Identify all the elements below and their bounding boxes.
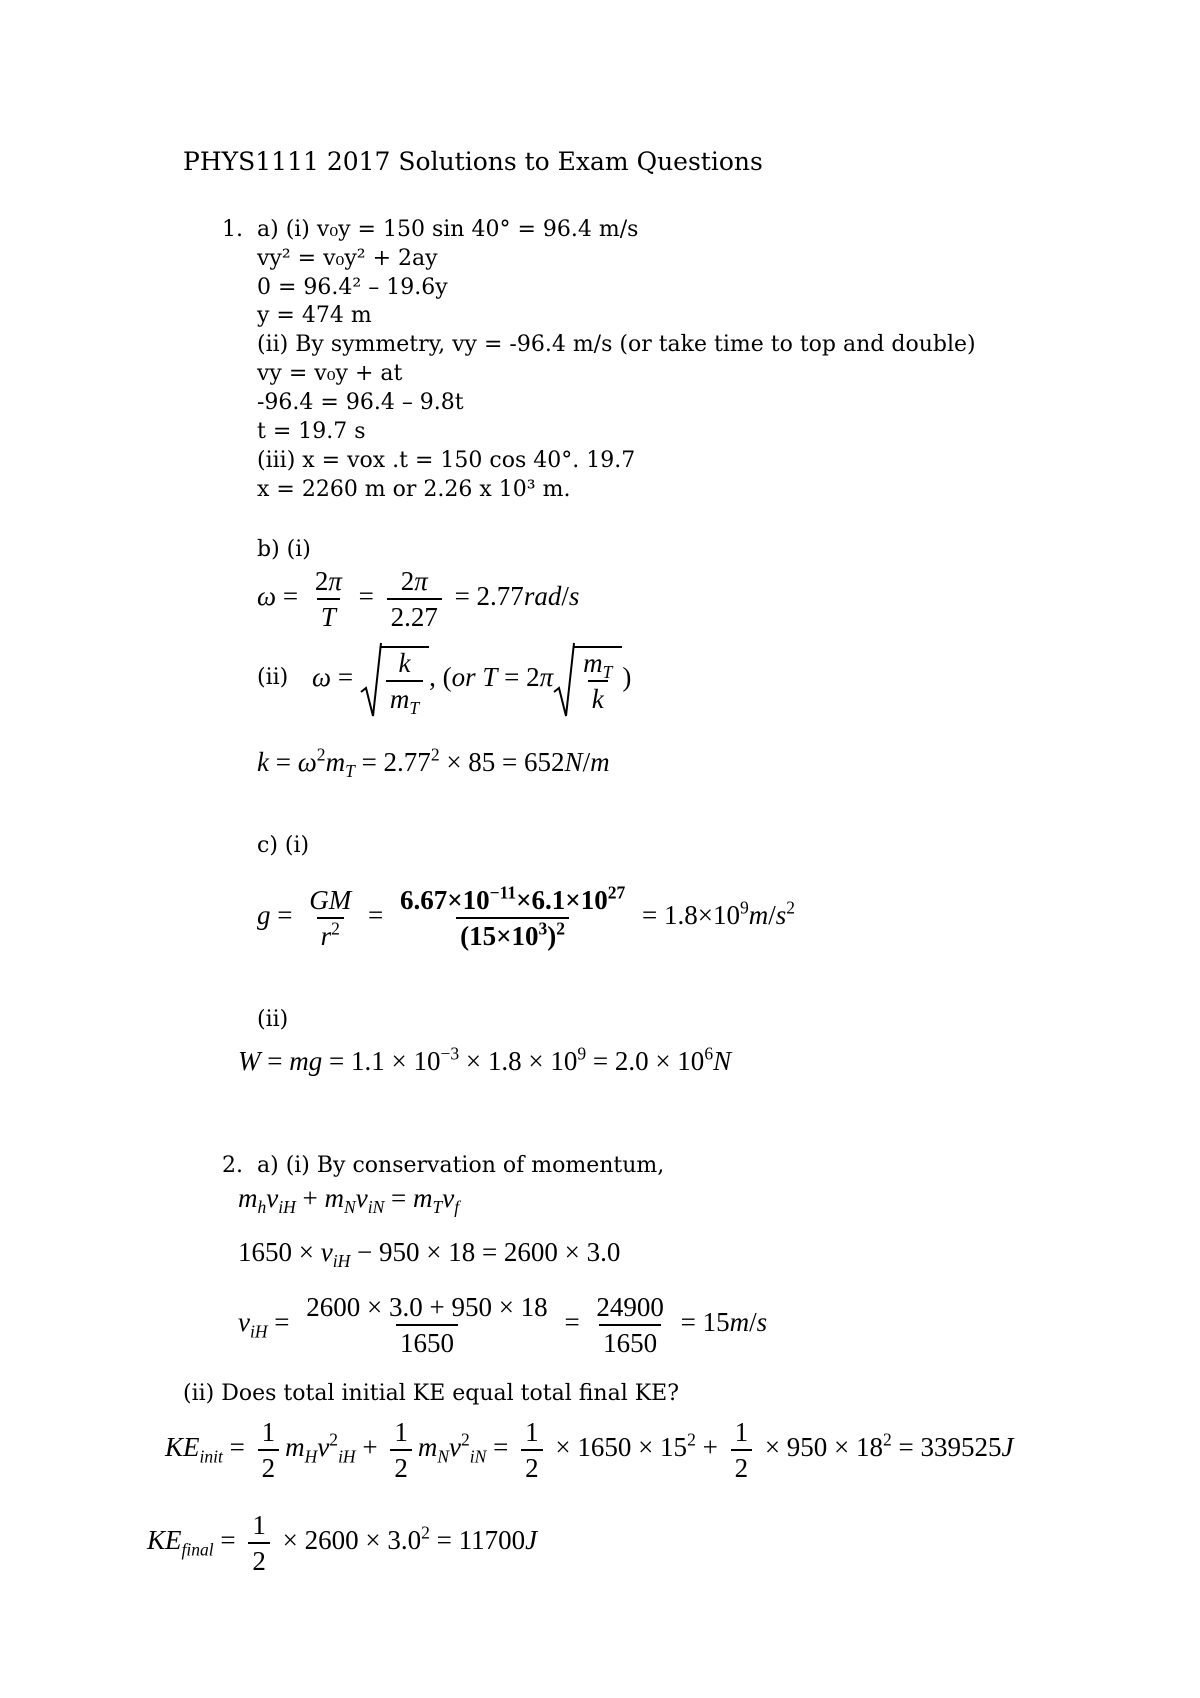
ke-initial-equation: $KE_{init}$ = $\frac{1}{2}$ $m_Hv^2_{iH}$ + $\frac{1}{2}$ $m_Nv^2_{iN}$ = $\frac{1}{2}$ × $1650 \times 15^2$ + $\frac{1}{2}$ × $950 \times 18^2 = 339525J$ [165,1417,1014,1483]
q1-b-label: b) (i) [257,537,311,562]
q1-line-9: (iii) x = vox .t = 150 cos 40°. 19.7 [257,448,636,473]
q2-a-label: a) (i) By conservation of momentum, [257,1153,665,1178]
q1-c-label: c) (i) [257,833,310,858]
momentum-equation: $m_hv_{iH} + m_Nv_{iN} = m_Tv_f$ [238,1183,460,1218]
q1-line-5: (ii) By symmetry, vy = -96.4 m/s (or take time to top and double) [257,332,976,357]
gravity-equation: g = $\frac{GM}{r^2}$ = $\frac{6.67\times 10^{-11}\times 6.1\times 10^{27}}{(15\times 10^3)^2}$ = $1.8\times 10^9m/s^2$ [257,882,796,951]
spring-omega-equation: ω = $\frac{k}{m_T}$ , (or T = 2π $\frac{m_T}{k}$ ) [312,642,631,718]
q1-b-ii-label: (ii) [257,665,289,690]
page-title: PHYS1111 2017 Solutions to Exam Questions [183,147,763,176]
ke-final-equation: $KE_{final}$ = $\frac{1}{2}$ × $2600 \times 3.0^2 = 11700J$ [147,1510,538,1576]
q1-line-1: a) (i) v₀y = 150 sin 40° = 96.4 m/s [257,217,639,242]
q1-line-6: vy = v₀y + at [257,361,403,386]
q1-c-ii-label: (ii) [257,1007,289,1032]
momentum-substitution: $1650 \times v_{iH} - 950 \times 18 = 2600 \times 3.0$ [238,1237,621,1272]
omega-equation: ω = $\frac{2\pi}{T}$ = $\frac{2\pi}{2.27}$ = 2.77rad/s [257,566,580,632]
q1-line-10: x = 2260 m or 2.26 x 10³ m. [257,477,571,502]
q1-line-8: t = 19.7 s [257,419,366,444]
question-number-2: 2. [222,1153,243,1178]
q1-line-2: vy² = v₀y² + 2ay [257,246,438,271]
q1-line-3: 0 = 96.4² – 19.6y [257,275,448,300]
weight-equation: W = mg = $1.1 \times 10^{-3} \times 1.8 \times 10^9 = 2.0 \times 10^6N$ [238,1043,732,1076]
question-number-1: 1. [222,217,243,242]
q1-line-7: -96.4 = 96.4 – 9.8t [257,390,464,415]
q1-line-4: y = 474 m [257,303,372,328]
q2-ii-label: (ii) Does total initial KE equal total final KE? [183,1381,680,1406]
initial-velocity-equation: $v_{iH}$ = $\frac{2600 \times 3.0 + 950 \times 18}{1650}$ = $\frac{24900}{1650}$ = 15m/s [238,1292,768,1358]
spring-constant-equation: $k = \omega^2m_T = 2.77^2 \times 85 = 652N/m$ [257,744,610,782]
